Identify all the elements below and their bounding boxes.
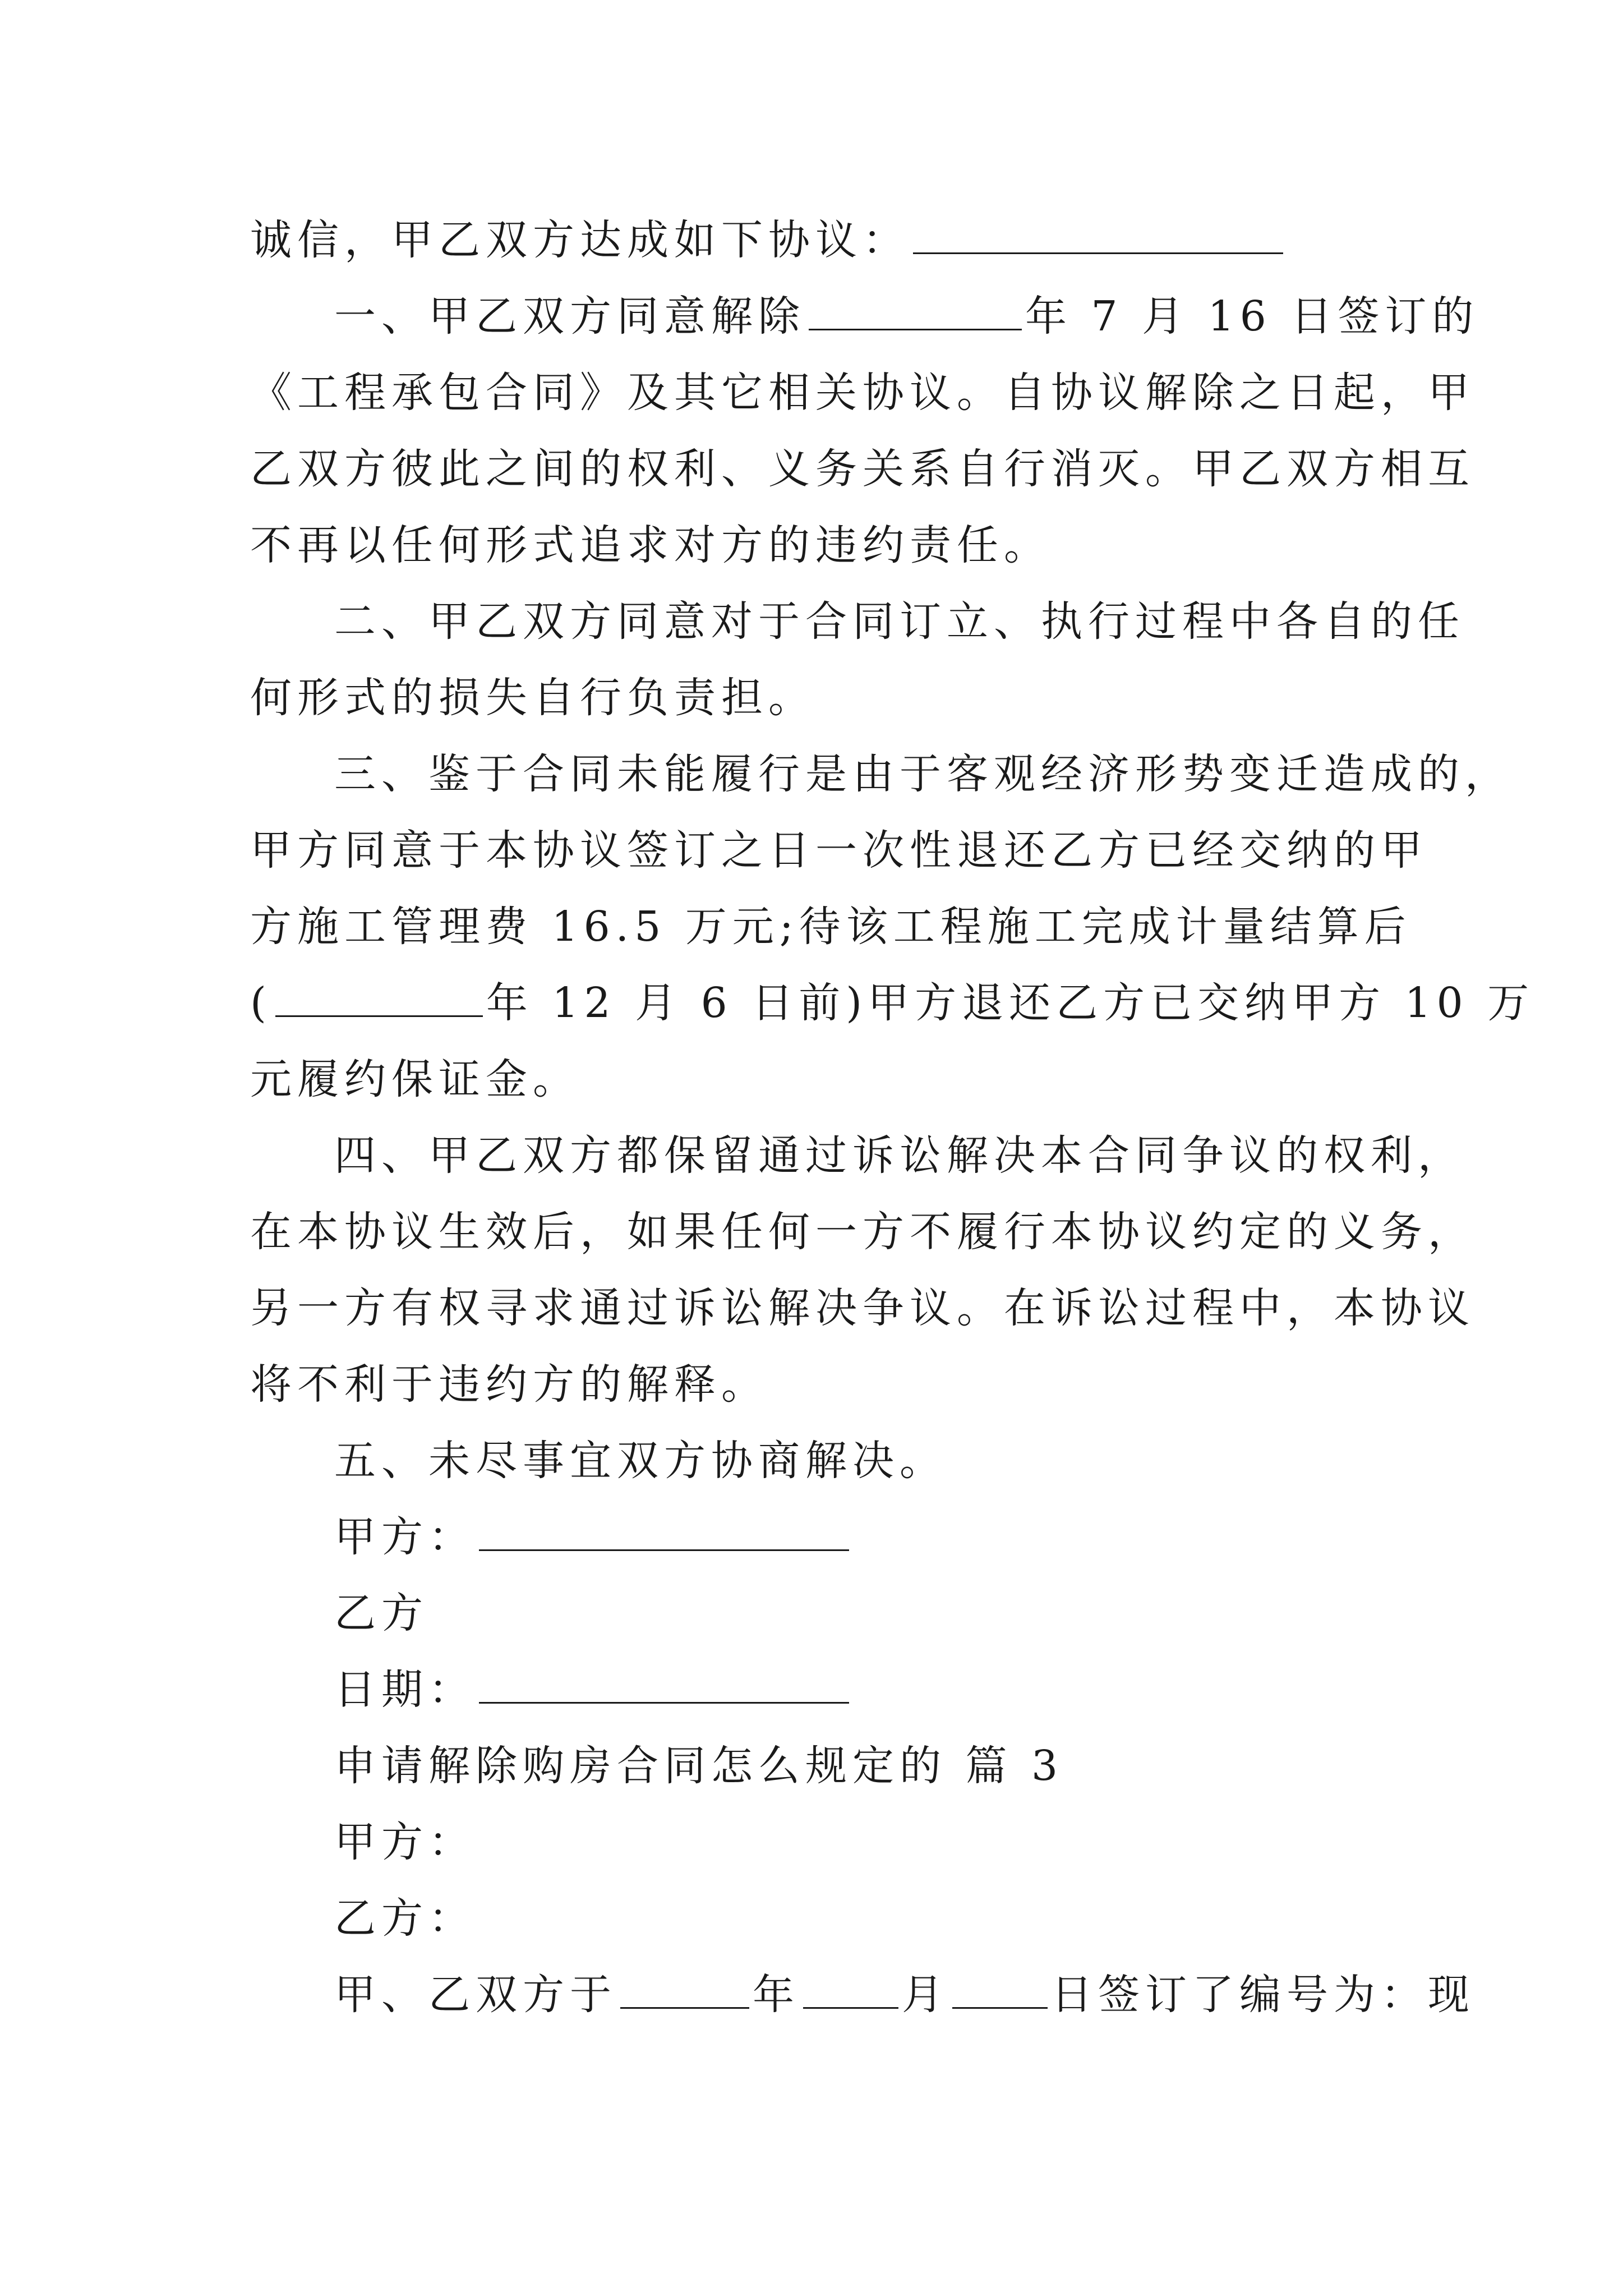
text-segment: 年 7 月 16 日签订的 bbox=[1025, 292, 1479, 341]
party-a-signature bbox=[250, 1499, 1394, 1575]
party-b-signature: 乙方 bbox=[334, 1589, 428, 1637]
text-segment: 甲、乙双方于 bbox=[334, 1971, 617, 2019]
fill-blank bbox=[479, 1516, 849, 1551]
text-line: 将不利于违约方的解释。 bbox=[250, 1360, 768, 1409]
text-line: 在本协议生效后，如果任何一方不履行本协议约定的义务， bbox=[250, 1208, 1475, 1256]
section-heading: 申请解除购房合同怎么规定的 篇 3 bbox=[334, 1742, 1064, 1790]
text-line: 乙双方彼此之间的权利、义务关系自行消灭。甲乙双方相互 bbox=[250, 445, 1475, 493]
text-line bbox=[250, 965, 1535, 1041]
text-segment: 年 12 月 6 日前)甲方退还乙方已交纳甲方 10 万 bbox=[486, 979, 1535, 1027]
clause-2: 二、甲乙双方同意对于合同订立、执行过程中各自的任 bbox=[334, 597, 1465, 646]
clause-1 bbox=[250, 278, 1479, 355]
text-segment: 甲方： bbox=[334, 1513, 476, 1561]
party-a-label: 甲方： bbox=[334, 1818, 476, 1866]
text-line: 元履约保证金。 bbox=[250, 1055, 580, 1103]
text-segment: 诚信，甲乙双方达成如下协议： bbox=[250, 216, 910, 264]
party-b-label: 乙方： bbox=[334, 1894, 476, 1943]
text-line: 另一方有权寻求通过诉讼解决争议。在诉讼过程中，本协议 bbox=[250, 1284, 1475, 1332]
date-line bbox=[250, 1651, 1394, 1728]
fill-blank bbox=[620, 1973, 749, 2009]
text-line: 不再以任何形式追求对方的违约责任。 bbox=[250, 521, 1051, 569]
text-line: 何形式的损失自行负责担。 bbox=[250, 674, 815, 722]
fill-blank bbox=[479, 1668, 849, 1704]
text-line bbox=[250, 202, 1394, 278]
clause-3: 三、鉴于合同未能履行是由于客观经济形势变迁造成的， bbox=[334, 750, 1512, 798]
clause-5: 五、未尽事宜双方协商解决。 bbox=[334, 1437, 947, 1485]
text-segment: 一、甲乙双方同意解除 bbox=[334, 292, 805, 341]
text-segment: 月 bbox=[902, 1971, 949, 2019]
text-line: 《工程承包合同》及其它相关协议。自协议解除之日起，甲 bbox=[250, 369, 1475, 417]
fill-blank bbox=[803, 1973, 898, 2009]
text-segment: 日签订了编号为：现 bbox=[1051, 1971, 1475, 2019]
text-segment: 日期： bbox=[334, 1665, 476, 1714]
document-page bbox=[250, 202, 1535, 2033]
text-line: 方施工管理费 16.5 万元;待该工程施工完成计量结算后 bbox=[250, 903, 1412, 951]
text-line bbox=[250, 1957, 1475, 2033]
text-segment: 年 bbox=[753, 1971, 800, 2019]
fill-blank bbox=[913, 219, 1283, 254]
fill-blank bbox=[809, 295, 1022, 330]
clause-4: 四、甲乙双方都保留通过诉讼解决本合同争议的权利， bbox=[334, 1131, 1465, 1180]
text-line: 甲方同意于本协议签订之日一次性退还乙方已经交纳的甲 bbox=[250, 826, 1428, 875]
text-segment: ( bbox=[250, 979, 272, 1027]
fill-blank bbox=[275, 982, 483, 1017]
fill-blank bbox=[952, 1973, 1048, 2009]
